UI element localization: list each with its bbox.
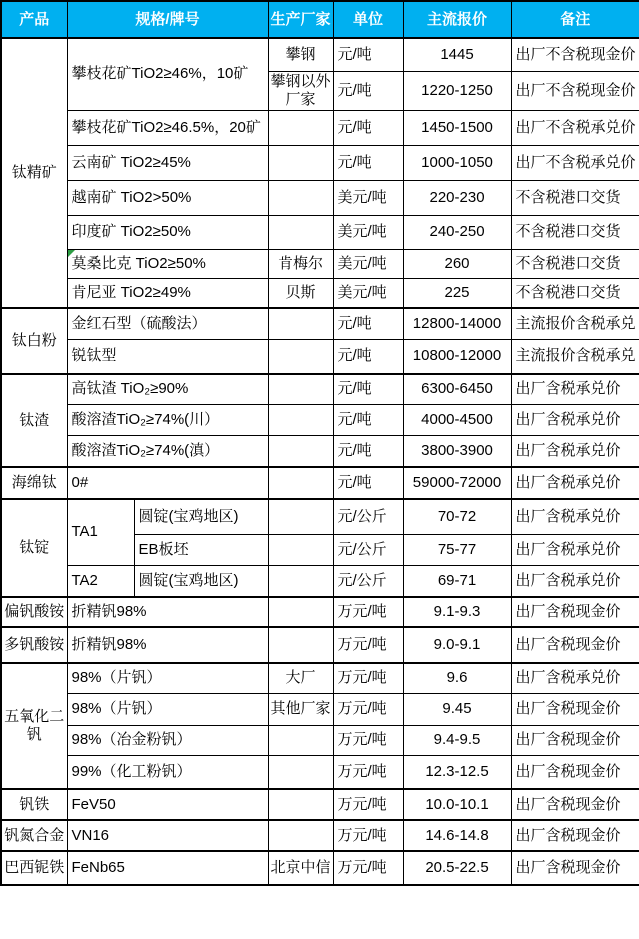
unit-cell: 元/吨	[333, 404, 403, 435]
manufacturer-cell: 大厂	[268, 663, 333, 693]
manufacturer-cell	[268, 627, 333, 663]
note-cell: 不含税港口交货	[511, 278, 639, 308]
product-cell: 巴西铌铁	[1, 851, 67, 885]
price-cell: 14.6-14.8	[403, 820, 511, 851]
note-cell: 出厂含税现金价	[511, 627, 639, 663]
note-cell: 出厂含税现金价	[511, 789, 639, 820]
spec-cell	[67, 249, 268, 278]
spec-cell: 印度矿 TiO2≥50%	[67, 215, 268, 249]
product-cell: 多钒酸铵	[1, 627, 67, 663]
spec-grade-cell: TA1	[67, 499, 134, 565]
manufacturer-cell: 北京中信	[268, 851, 333, 885]
spec-cell: 酸溶渣TiO₂≥74%(川）	[67, 404, 268, 435]
price-cell: 10.0-10.1	[403, 789, 511, 820]
price-cell: 70-72	[403, 499, 511, 534]
unit-cell: 万元/吨	[333, 789, 403, 820]
spec-cell: 攀枝花矿TiO2≥46.5%，20矿	[67, 110, 268, 145]
unit-cell: 元/吨	[333, 467, 403, 499]
table-row	[1, 693, 639, 725]
manufacturer-cell	[268, 467, 333, 499]
product-cell: 钛渣	[1, 374, 67, 467]
header-price: 主流报价	[403, 1, 511, 38]
table-row	[1, 38, 639, 71]
table-row	[1, 404, 639, 435]
note-cell: 出厂不含税承兑价	[511, 110, 639, 145]
table-row	[1, 278, 639, 308]
spec-cell: 99%（化工粉钒）	[67, 755, 268, 789]
spec-cell: FeV50	[67, 789, 268, 820]
spec-text: 莫桑比克 TiO2≥50%	[71, 254, 206, 272]
unit-cell: 美元/吨	[333, 278, 403, 308]
note-cell: 出厂含税承兑价	[511, 435, 639, 467]
unit-cell: 美元/吨	[333, 249, 403, 278]
manufacturer-cell: 贝斯	[268, 278, 333, 308]
table-row	[1, 755, 639, 789]
price-cell: 1000-1050	[403, 145, 511, 180]
manufacturer-cell: 攀钢以外厂家	[268, 71, 333, 110]
unit-cell: 元/吨	[333, 374, 403, 404]
table-row	[1, 820, 639, 851]
table-row	[1, 249, 639, 278]
unit-cell: 万元/吨	[333, 851, 403, 885]
header-row	[1, 1, 639, 38]
price-cell: 260	[403, 249, 511, 278]
manufacturer-cell	[268, 534, 333, 565]
manufacturer-cell	[268, 180, 333, 215]
unit-cell: 美元/吨	[333, 180, 403, 215]
manufacturer-cell: 其他厂家	[268, 693, 333, 725]
note-cell: 出厂含税现金价	[511, 693, 639, 725]
spec-cell: 折精钒98%	[67, 597, 268, 627]
table-row	[1, 725, 639, 755]
note-cell: 不含税港口交货	[511, 180, 639, 215]
spec-type-cell: EB板坯	[134, 534, 268, 565]
manufacturer-cell	[268, 499, 333, 534]
manufacturer-cell	[268, 755, 333, 789]
unit-cell: 万元/吨	[333, 820, 403, 851]
product-cell: 钒氮合金	[1, 820, 67, 851]
price-cell: 9.1-9.3	[403, 597, 511, 627]
spec-cell: 肯尼亚 TiO2≥49%	[67, 278, 268, 308]
spec-type-cell: 圆锭(宝鸡地区)	[134, 565, 268, 597]
price-cell: 6300-6450	[403, 374, 511, 404]
manufacturer-cell	[268, 565, 333, 597]
header-note: 备注	[511, 1, 639, 38]
spec-cell: 攀枝花矿TiO2≥46%，10矿	[67, 38, 268, 110]
price-cell: 225	[403, 278, 511, 308]
manufacturer-cell	[268, 215, 333, 249]
unit-cell: 万元/吨	[333, 627, 403, 663]
table-row	[1, 627, 639, 663]
table-row	[1, 339, 639, 374]
price-cell: 240-250	[403, 215, 511, 249]
spec-cell: 金红石型（硫酸法）	[67, 308, 268, 339]
table-row	[1, 851, 639, 885]
table-row	[1, 308, 639, 339]
table-row	[1, 374, 639, 404]
product-cell: 海绵钛	[1, 467, 67, 499]
spec-cell: 0#	[67, 467, 268, 499]
price-cell: 1450-1500	[403, 110, 511, 145]
spec-cell: 98%（片钒）	[67, 693, 268, 725]
comment-flag-icon	[68, 250, 75, 257]
price-cell: 69-71	[403, 565, 511, 597]
table-row	[1, 110, 639, 145]
unit-cell: 美元/吨	[333, 215, 403, 249]
product-cell: 钛白粉	[1, 308, 67, 374]
unit-cell: 万元/吨	[333, 663, 403, 693]
manufacturer-cell	[268, 820, 333, 851]
manufacturer-cell	[268, 308, 333, 339]
unit-cell: 元/吨	[333, 435, 403, 467]
note-cell: 出厂含税承兑价	[511, 499, 639, 534]
unit-cell: 元/吨	[333, 110, 403, 145]
product-cell: 钛锭	[1, 499, 67, 597]
unit-cell: 元/吨	[333, 339, 403, 374]
spec-cell: 云南矿 TiO2≥45%	[67, 145, 268, 180]
price-cell: 1220-1250	[403, 71, 511, 110]
note-cell: 不含税港口交货	[511, 249, 639, 278]
note-cell: 主流报价含税承兑	[511, 308, 639, 339]
header-manufacturer: 生产厂家	[268, 1, 333, 38]
manufacturer-cell	[268, 145, 333, 180]
unit-cell: 元/公斤	[333, 499, 403, 534]
price-cell: 3800-3900	[403, 435, 511, 467]
table-row	[1, 663, 639, 693]
unit-cell: 元/吨	[333, 308, 403, 339]
spec-cell: 越南矿 TiO2>50%	[67, 180, 268, 215]
unit-cell: 元/吨	[333, 38, 403, 71]
price-cell: 9.45	[403, 693, 511, 725]
table-row	[1, 180, 639, 215]
header-product: 产品	[1, 1, 67, 38]
unit-cell: 万元/吨	[333, 597, 403, 627]
note-cell: 出厂含税承兑价	[511, 565, 639, 597]
unit-cell: 万元/吨	[333, 693, 403, 725]
spec-grade-cell: TA2	[67, 565, 134, 597]
price-cell: 10800-12000	[403, 339, 511, 374]
table-row	[1, 435, 639, 467]
table-row	[1, 597, 639, 627]
manufacturer-cell	[268, 725, 333, 755]
table-row	[1, 215, 639, 249]
table-row	[1, 565, 639, 597]
note-cell: 出厂含税承兑价	[511, 663, 639, 693]
note-cell: 出厂不含税现金价	[511, 38, 639, 71]
note-cell: 出厂含税现金价	[511, 755, 639, 789]
header-unit: 单位	[333, 1, 403, 38]
note-cell: 出厂含税承兑价	[511, 534, 639, 565]
manufacturer-cell	[268, 789, 333, 820]
price-cell: 12.3-12.5	[403, 755, 511, 789]
spec-type-cell: 圆锭(宝鸡地区)	[134, 499, 268, 534]
note-cell: 出厂不含税承兑价	[511, 145, 639, 180]
product-cell: 钒铁	[1, 789, 67, 820]
product-cell: 五氧化二钒	[1, 663, 67, 789]
spec-cell: 酸溶渣TiO₂≥74%(滇）	[67, 435, 268, 467]
table-row	[1, 789, 639, 820]
manufacturer-cell	[268, 597, 333, 627]
note-cell: 出厂含税现金价	[511, 851, 639, 885]
spec-cell: 高钛渣 TiO₂≥90%	[67, 374, 268, 404]
product-cell: 偏钒酸铵	[1, 597, 67, 627]
unit-cell: 万元/吨	[333, 755, 403, 789]
unit-cell: 元/吨	[333, 71, 403, 110]
header-spec: 规格/牌号	[67, 1, 268, 38]
note-cell: 出厂含税现金价	[511, 820, 639, 851]
price-cell: 9.6	[403, 663, 511, 693]
price-cell: 20.5-22.5	[403, 851, 511, 885]
unit-cell: 元/吨	[333, 145, 403, 180]
unit-cell: 万元/吨	[333, 725, 403, 755]
manufacturer-cell	[268, 374, 333, 404]
spec-cell: VN16	[67, 820, 268, 851]
note-cell: 不含税港口交货	[511, 215, 639, 249]
spec-cell: 98%（冶金粉钒）	[67, 725, 268, 755]
spec-cell: 折精钒98%	[67, 627, 268, 663]
note-cell: 出厂含税承兑价	[511, 467, 639, 499]
price-cell: 4000-4500	[403, 404, 511, 435]
price-cell: 1445	[403, 38, 511, 71]
spec-cell: 锐钛型	[67, 339, 268, 374]
price-cell: 59000-72000	[403, 467, 511, 499]
spec-cell: 98%（片钒）	[67, 663, 268, 693]
note-cell: 主流报价含税承兑	[511, 339, 639, 374]
price-cell: 9.0-9.1	[403, 627, 511, 663]
spec-cell: FeNb65	[67, 851, 268, 885]
product-cell: 钛精矿	[1, 38, 67, 308]
note-cell: 出厂含税承兑价	[511, 404, 639, 435]
note-cell: 出厂含税现金价	[511, 597, 639, 627]
note-cell: 出厂含税承兑价	[511, 374, 639, 404]
price-cell: 220-230	[403, 180, 511, 215]
manufacturer-cell	[268, 339, 333, 374]
table-row	[1, 499, 639, 534]
table-row	[1, 145, 639, 180]
price-cell: 75-77	[403, 534, 511, 565]
table-row	[1, 467, 639, 499]
note-cell: 出厂含税现金价	[511, 725, 639, 755]
manufacturer-cell	[268, 404, 333, 435]
manufacturer-cell	[268, 435, 333, 467]
manufacturer-cell: 肯梅尔	[268, 249, 333, 278]
manufacturer-cell: 攀钢	[268, 38, 333, 71]
note-cell: 出厂不含税现金价	[511, 71, 639, 110]
manufacturer-cell	[268, 110, 333, 145]
unit-cell: 元/公斤	[333, 534, 403, 565]
unit-cell: 元/公斤	[333, 565, 403, 597]
price-cell: 9.4-9.5	[403, 725, 511, 755]
price-cell: 12800-14000	[403, 308, 511, 339]
